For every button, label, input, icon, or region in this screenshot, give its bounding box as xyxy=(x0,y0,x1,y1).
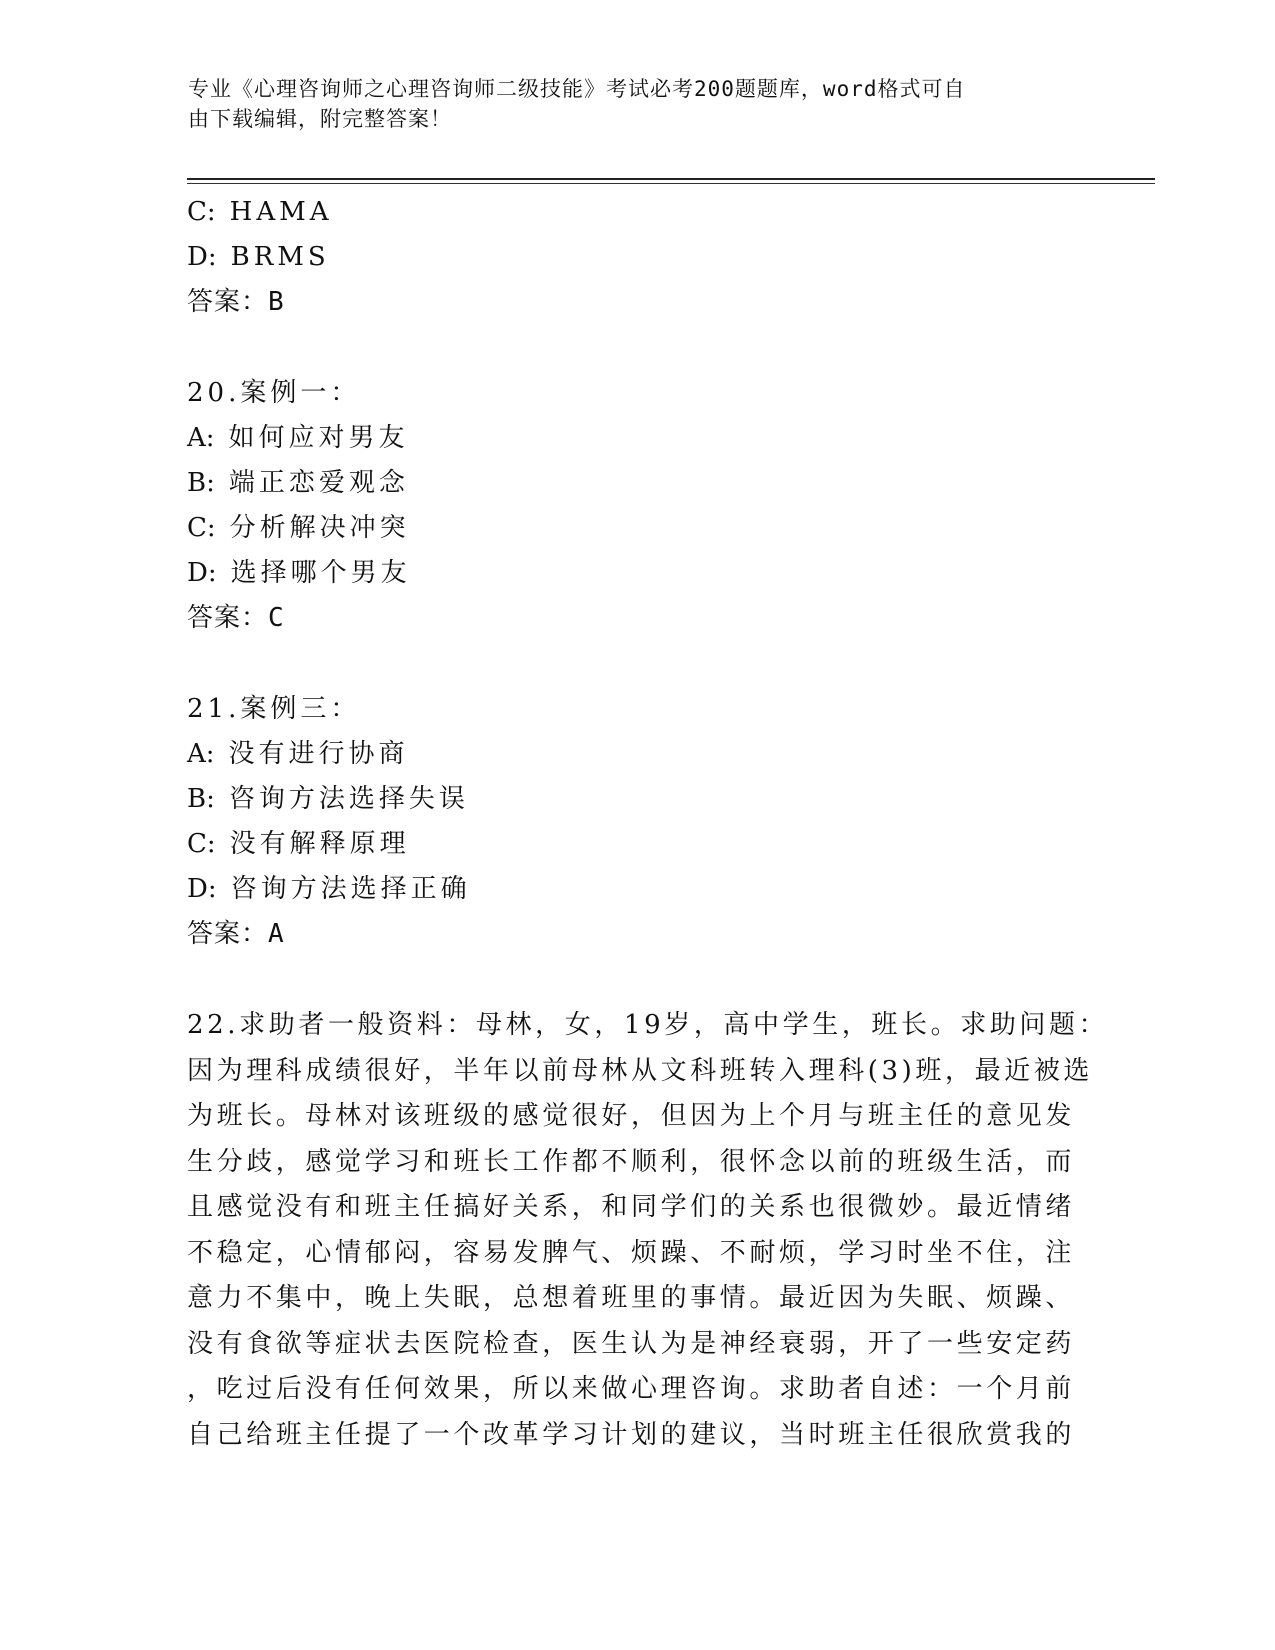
header-divider-thin xyxy=(187,183,1155,184)
question-20 xyxy=(187,371,1087,641)
option-text: HAMA xyxy=(229,197,333,227)
option-d: D: BRMS xyxy=(187,242,330,272)
answer-line: 答案：B xyxy=(187,287,285,317)
option-c: C: 没有解释原理 xyxy=(187,829,410,859)
option-c: C: 分析解决冲突 xyxy=(187,513,410,543)
question-title: 21.案例三： xyxy=(187,694,361,724)
option-text: 没有进行协商 xyxy=(228,739,409,769)
option-text: 如何应对男友 xyxy=(228,423,409,453)
option-text: 端正恋爱观念 xyxy=(228,468,409,498)
question-text-line: 意力不集中，晚上失眠，总想着班里的事情。最近因为失眠、烦躁、 xyxy=(187,1283,1076,1313)
question-text-line: 不稳定，心情郁闷，容易发脾气、烦躁、不耐烦，学习时坐不住，注 xyxy=(187,1237,1076,1268)
question-text-line: 没有食欲等症状去医院检查，医生认为是神经衰弱，开了一些安定药 xyxy=(187,1328,1076,1359)
question-text-line: 生分歧，感觉学习和班长工作都不顺利，很怀念以前的班级生活，而 xyxy=(187,1146,1076,1177)
answer-line: 答案：C xyxy=(187,603,285,633)
question-21 xyxy=(187,687,1087,957)
header-line-2: 由下载编辑，附完整答案！ xyxy=(188,107,452,131)
question-19-tail xyxy=(187,190,1087,325)
header-divider-thick xyxy=(187,178,1155,180)
option-b: B: 端正恋爱观念 xyxy=(187,468,409,498)
option-a: A: 没有进行协商 xyxy=(187,739,409,769)
option-d: D: 咨询方法选择正确 xyxy=(187,874,471,904)
option-c: C: HAMA xyxy=(187,197,333,227)
question-text-line: 且感觉没有和班主任搞好关系，和同学们的关系也很微妙。最近情绪 xyxy=(187,1192,1076,1222)
question-text-line: ，吃过后没有任何效果，所以来做心理咨询。求助者自述：一个月前 xyxy=(187,1374,1076,1404)
option-b: B: 咨询方法选择失误 xyxy=(187,784,469,814)
question-title: 20.案例一： xyxy=(187,378,361,408)
option-d: D: 选择哪个男友 xyxy=(187,558,411,588)
question-text-line: 自己给班主任提了一个改革学习计划的建议，当时班主任很欣赏我的 xyxy=(187,1419,1076,1450)
document-body xyxy=(187,190,1109,1458)
question-text-line: 22.求助者一般资料：母林，女，19岁，高中学生，班长。求助问题： xyxy=(187,1010,1109,1040)
option-text: 选择哪个男友 xyxy=(230,558,411,588)
option-text: 咨询方法选择失误 xyxy=(228,784,469,814)
option-text: 分析解决冲突 xyxy=(229,513,410,543)
option-a: A: 如何应对男友 xyxy=(187,423,409,453)
question-text-line: 因为理科成绩很好，半年以前母林从文科班转入理科(3)班，最近被选 xyxy=(187,1055,1094,1086)
question-text-line: 为班长。母林对该班级的感觉很好，但因为上个月与班主任的意见发 xyxy=(187,1101,1076,1131)
option-text: BRMS xyxy=(230,242,330,272)
option-text: 咨询方法选择正确 xyxy=(230,874,471,904)
option-text: 没有解释原理 xyxy=(229,829,410,859)
answer-line: 答案：A xyxy=(187,919,285,949)
header-line-1: 专业《心理咨询师之心理咨询师二级技能》考试必考200题题库，word格式可自 xyxy=(188,77,966,101)
document-header xyxy=(188,74,1068,134)
question-22 xyxy=(187,1003,1109,1458)
